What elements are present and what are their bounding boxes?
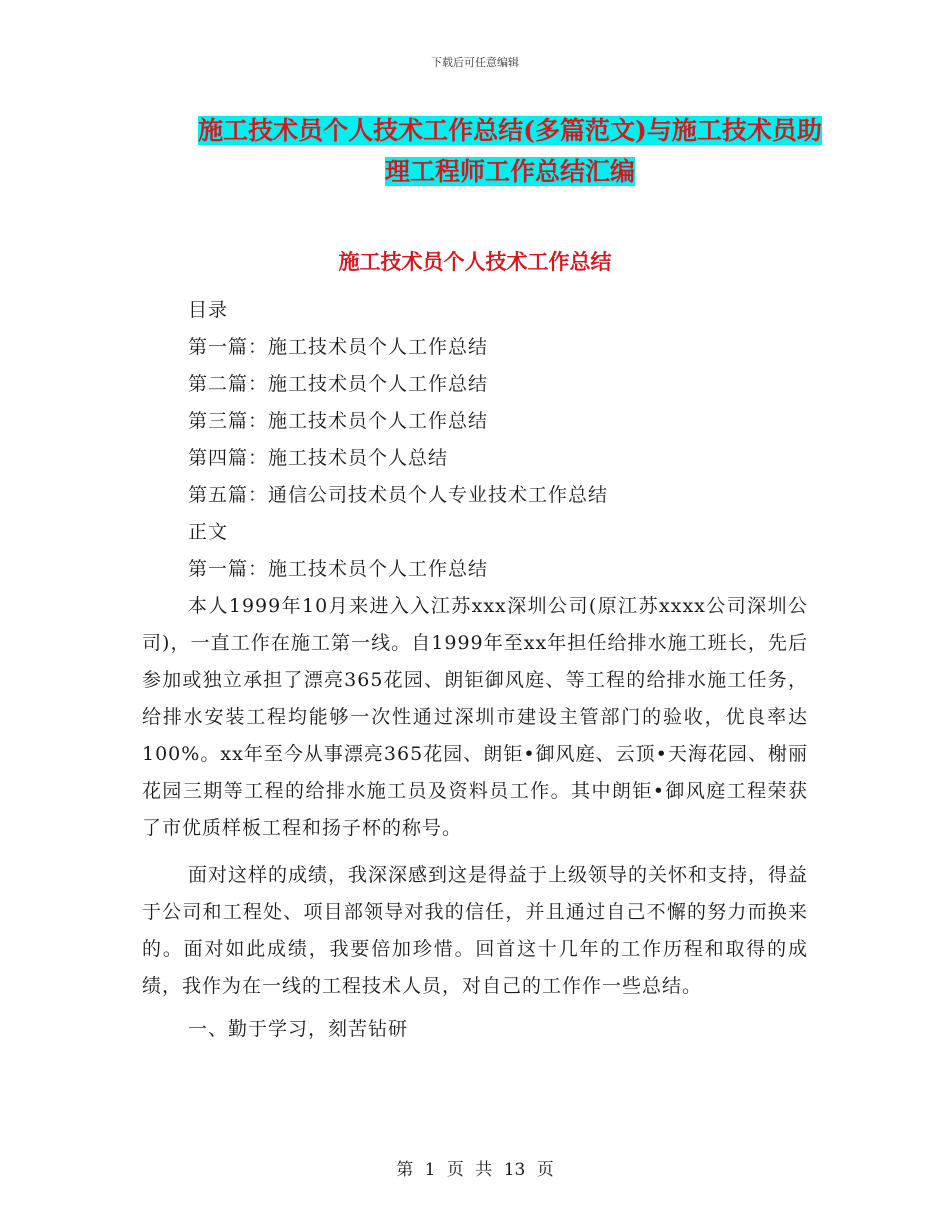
body-heading: 正文 bbox=[188, 521, 229, 543]
document-body bbox=[142, 292, 808, 1048]
subheading: 一、勤于学习，刻苦钻研 bbox=[188, 1018, 409, 1040]
header-note: 下载后可任意编辑 bbox=[431, 56, 519, 69]
toc-item: 第一篇：施工技术员个人工作总结 bbox=[188, 336, 489, 358]
toc-item: 第三篇：施工技术员个人工作总结 bbox=[188, 410, 489, 432]
paragraph: 本人1999年10月来进入入江苏xxx深圳公司(原江苏xxxx公司深圳公司)，一直工作在施工第一线。自1999年至xx年担任给排水施工班长，先后参加或独立承担了漂亮365花园、朗钜御风庭、等工程的给排水施工任务，给排水安装工程均能够一次性通过深圳市建设主管部门的验收，优良率达100%。xx年至今从事漂亮365花园、朗钜•御风庭、云顶•天海花园、榭丽花园三期等工程的给排水施工员及资料员工作。其中朗钜•御风庭工程荣获了市优质样板工程和扬子杯的称号。 bbox=[142, 595, 808, 839]
first-article-title: 第一篇：施工技术员个人工作总结 bbox=[188, 558, 489, 580]
toc-item: 第四篇：施工技术员个人总结 bbox=[188, 447, 449, 469]
document-title-text: 施工技术员个人技术工作总结(多篇范文)与施工技术员助理工程师工作总结汇编 bbox=[198, 116, 822, 186]
toc-item: 第五篇：通信公司技术员个人专业技术工作总结 bbox=[188, 484, 609, 506]
paragraph: 面对这样的成绩，我深深感到这是得益于上级领导的关怀和支持，得益于公司和工程处、项目部领导对我的信任，并且通过自己不懈的努力而换来的。面对如此成绩，我要倍加珍惜。回首这十几年的工作历程和取得的成绩，我作为在一线的工程技术人员，对自己的工作作一些总结。 bbox=[142, 864, 809, 997]
toc-heading: 目录 bbox=[188, 299, 229, 321]
section-title: 施工技术员个人技术工作总结 bbox=[338, 249, 612, 274]
toc-item: 第二篇：施工技术员个人工作总结 bbox=[188, 373, 489, 395]
page-footer: 第 1 页 共 13 页 bbox=[396, 1160, 554, 1180]
document-title bbox=[190, 110, 830, 192]
